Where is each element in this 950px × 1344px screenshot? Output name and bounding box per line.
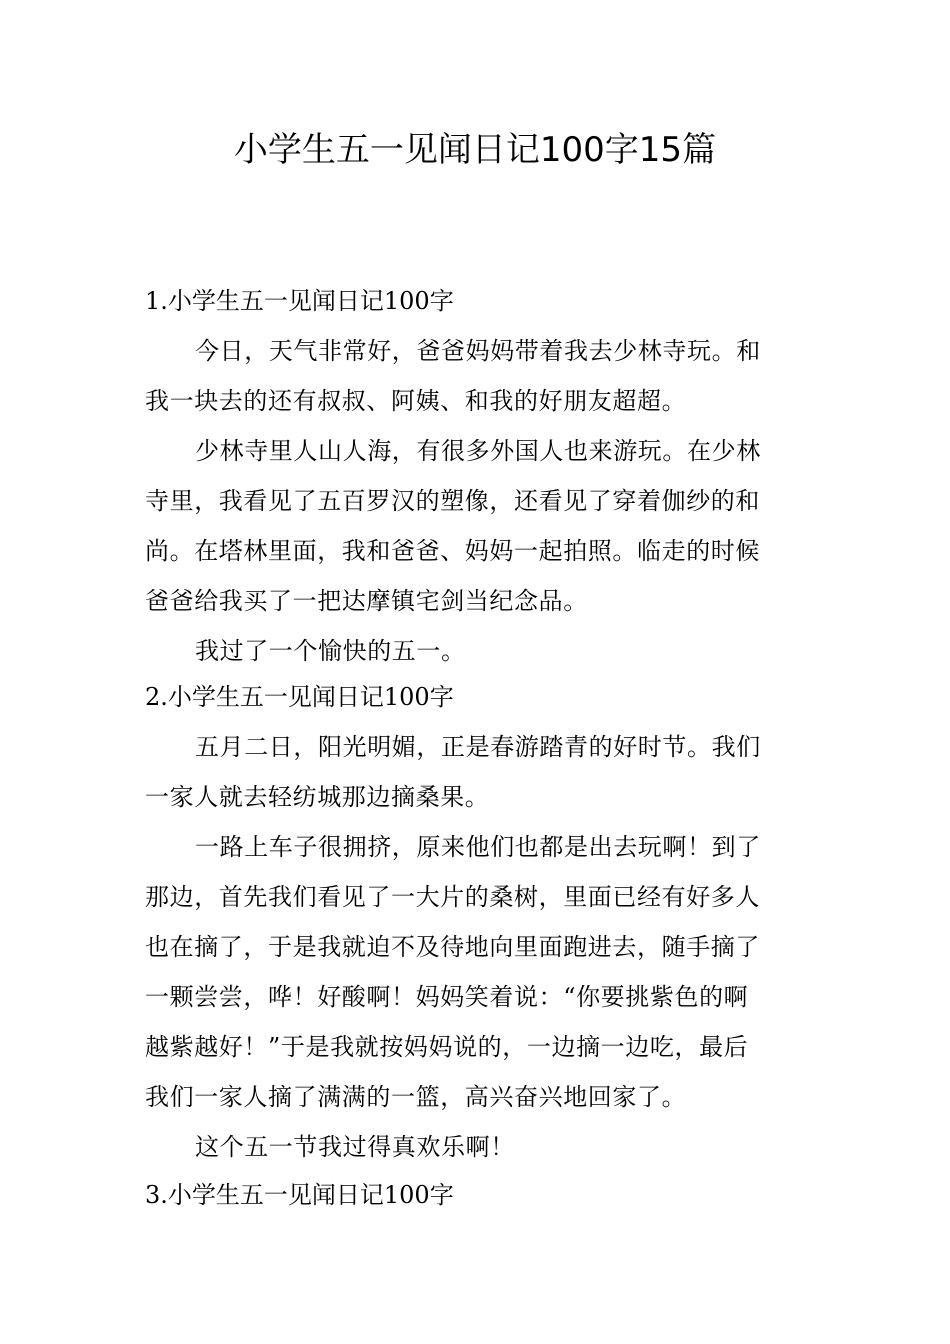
text-line: 寺里，我看见了五百罗汉的塑像，还看见了穿着伽纱的和: [145, 487, 760, 515]
text-line: 一颗尝尝，哗！好酸啊！妈妈笑着说：“你要挑紫色的啊: [145, 983, 749, 1011]
text-line: 我一块去的还有叔叔、阿姨、和我的好朋友超超。: [145, 387, 687, 415]
text-line: 一路上车子很拥挤，原来他们也都是出去玩啊！到了: [195, 833, 761, 861]
text-line: 我过了一个愉快的五一。: [195, 637, 466, 665]
section-heading-3: 3.小学生五一见闻日记100字: [145, 1181, 454, 1209]
paragraph: [145, 729, 810, 829]
paragraph: [145, 633, 810, 683]
text-line: 越紫越好！”于是我就按妈妈说的，一边摘一边吃，最后: [145, 1033, 749, 1061]
text-line: 五月二日，阳光明媚，正是春游踏青的好时节。我们: [195, 733, 761, 761]
text-line: 尚。在塔林里面，我和爸爸、妈妈一起拍照。临走的时候: [145, 537, 760, 565]
text-line: 那边，首先我们看见了一大片的桑树，里面已经有好多人: [145, 883, 760, 911]
text-line: 也在摘了，于是我就迫不及待地向里面跑进去，随手摘了: [145, 933, 760, 961]
text-line: 我们一家人摘了满满的一篮，高兴奋兴地回家了。: [145, 1083, 687, 1111]
paragraph: [145, 433, 810, 633]
text-line: 爸爸给我买了一把达摩镇宅剑当纪念品。: [145, 587, 588, 615]
paragraph: [145, 829, 810, 1129]
text-line: 今日，天气非常好，爸爸妈妈带着我去少林寺玩。和: [195, 337, 761, 365]
text-line: 一家人就去轻纺城那边摘桑果。: [145, 783, 490, 811]
document-title: 小学生五一见闻日记100字15篇: [233, 130, 717, 170]
section-heading-1: 1.小学生五一见闻日记100字: [145, 287, 454, 315]
paragraph: [145, 333, 810, 433]
section-heading-2: 2.小学生五一见闻日记100字: [145, 683, 454, 711]
paragraph: [145, 1129, 810, 1179]
text-line: 少林寺里人山人海，有很多外国人也来游玩。在少林: [195, 437, 761, 465]
text-line: 这个五一节我过得真欢乐啊！: [195, 1133, 515, 1161]
